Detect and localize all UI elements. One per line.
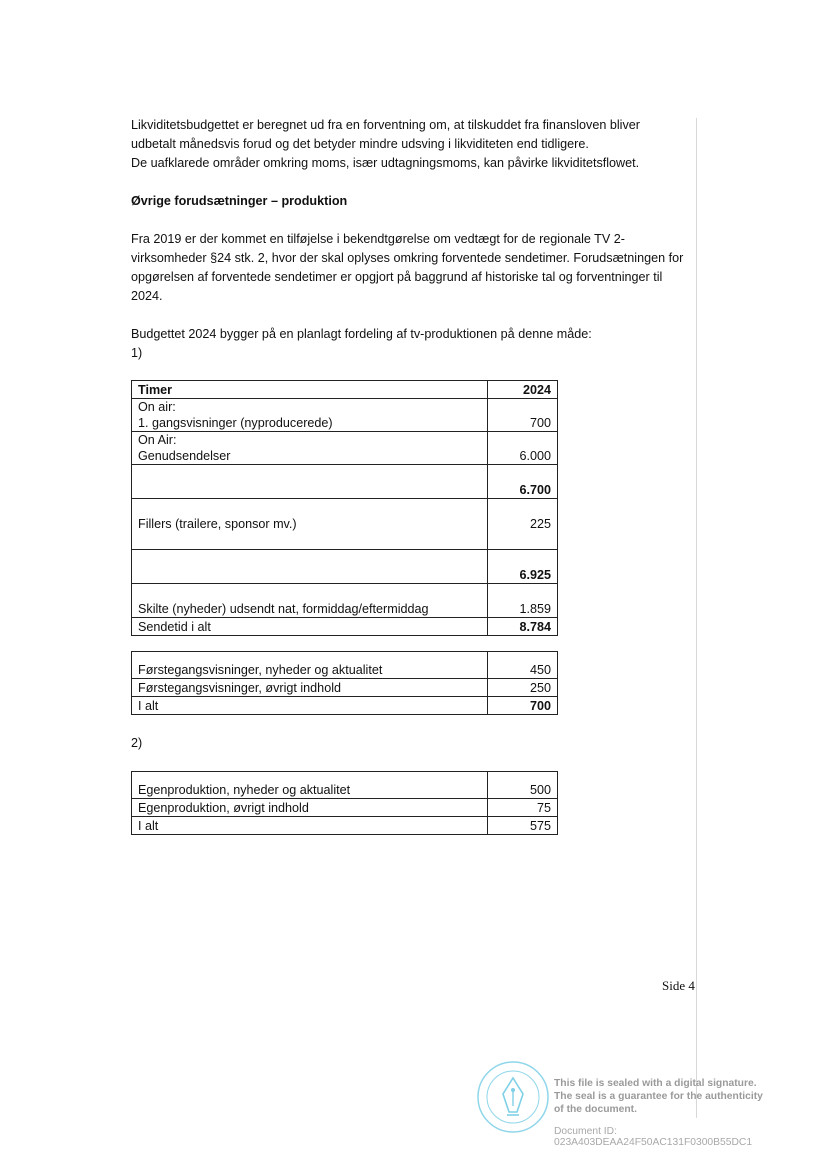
list-marker: 2) xyxy=(131,736,143,750)
table-row xyxy=(132,465,558,499)
table-row xyxy=(132,618,558,636)
margin-line xyxy=(696,118,697,1118)
row-value: 6.700 xyxy=(487,465,557,499)
row-label xyxy=(132,550,488,584)
row-label: Førstegangsvisninger, øvrigt indhold xyxy=(132,679,488,697)
row-value: 1.859 xyxy=(487,584,557,618)
row-value: 450 xyxy=(487,652,557,679)
row-value: 575 xyxy=(487,817,557,835)
paragraph-line: udbetalt månedsvis forud og det betyder mindre udsving i likviditeten end tidligere. xyxy=(131,137,589,151)
table-row xyxy=(132,499,558,550)
paragraph-line: Likviditetsbudgettet er beregnet ud fra en forventning om, at tilskuddet fra finansloven bliver xyxy=(131,118,640,132)
doc-id-value: 023A403DEAA24F50AC131F0300B55DC1 xyxy=(554,1137,753,1148)
table-row xyxy=(132,652,558,679)
own-production-table xyxy=(131,771,558,835)
row-value: 75 xyxy=(487,799,557,817)
pen-nib-seal-icon xyxy=(476,1060,550,1134)
seal-line: The seal is a guarantee for the authenticity xyxy=(554,1091,763,1102)
row-label: I alt xyxy=(132,697,488,715)
header-label: Timer xyxy=(132,381,488,399)
table-row xyxy=(132,817,558,835)
document-body xyxy=(131,116,691,835)
paragraph-line: De uafklarede områder omkring moms, især udtagningsmoms, kan påvirke likviditetsflowet. xyxy=(131,156,640,170)
document-id xyxy=(554,1126,752,1148)
table-row xyxy=(132,679,558,697)
row-value: 500 xyxy=(487,772,557,799)
table-row xyxy=(132,772,558,799)
row-value: 8.784 xyxy=(487,618,557,636)
table-row xyxy=(132,697,558,715)
row-label-line: On air: xyxy=(138,400,176,414)
table-row xyxy=(132,399,558,432)
paragraph-line: Fra 2019 er der kommet en tilføjelse i bekendtgørelse om vedtægt for de regionale TV 2- xyxy=(131,232,625,246)
row-label: Sendetid i alt xyxy=(132,618,488,636)
table-row xyxy=(132,432,558,465)
row-value: 700 xyxy=(487,399,557,432)
table-row xyxy=(132,550,558,584)
row-label xyxy=(132,465,488,499)
row-label: Egenproduktion, øvrigt indhold xyxy=(132,799,488,817)
row-value: 700 xyxy=(487,697,557,715)
row-value: 225 xyxy=(487,499,557,550)
table-row xyxy=(132,584,558,618)
header-year: 2024 xyxy=(487,381,557,399)
row-value: 6.000 xyxy=(487,432,557,465)
row-label: Fillers (trailere, sponsor mv.) xyxy=(132,499,488,550)
paragraph-line: opgørelsen af forventede sendetimer er opgjort på baggrund af historiske tal og forventninger til xyxy=(131,270,663,284)
row-label: I alt xyxy=(132,817,488,835)
row-value: 6.925 xyxy=(487,550,557,584)
row-label-line: Genudsendelser xyxy=(138,449,231,463)
doc-id-label: Document ID: xyxy=(554,1126,617,1137)
row-label: Skilte (nyheder) udsendt nat, formiddag/eftermiddag xyxy=(132,584,488,618)
seal-line: of the document. xyxy=(554,1104,637,1115)
row-label-line: 1. gangsvisninger (nyproducerede) xyxy=(138,416,333,430)
list-marker: 1) xyxy=(131,346,143,360)
section-heading: Øvrige forudsætninger – produktion xyxy=(131,194,348,208)
first-showings-table xyxy=(131,651,558,715)
row-label: Førstegangsvisninger, nyheder og aktualitet xyxy=(132,652,488,679)
page-number: Side 4 xyxy=(662,978,695,993)
paragraph-line: virksomheder §24 stk. 2, hvor der skal oplyses omkring forventede sendetimer. Forudsætningen for xyxy=(131,251,684,265)
row-label: Egenproduktion, nyheder og aktualitet xyxy=(132,772,488,799)
row-label-line: On Air: xyxy=(138,433,177,447)
row-value: 250 xyxy=(487,679,557,697)
paragraph-line: 2024. xyxy=(131,289,163,303)
seal-line: This file is sealed with a digital signature. xyxy=(554,1078,757,1089)
table-row xyxy=(132,799,558,817)
seal-notice xyxy=(554,1077,784,1116)
table-header-row xyxy=(132,381,558,399)
paragraph-line: Budgettet 2024 bygger på en planlagt fordeling af tv-produktionen på denne måde: xyxy=(131,327,592,341)
hours-table xyxy=(131,380,558,636)
